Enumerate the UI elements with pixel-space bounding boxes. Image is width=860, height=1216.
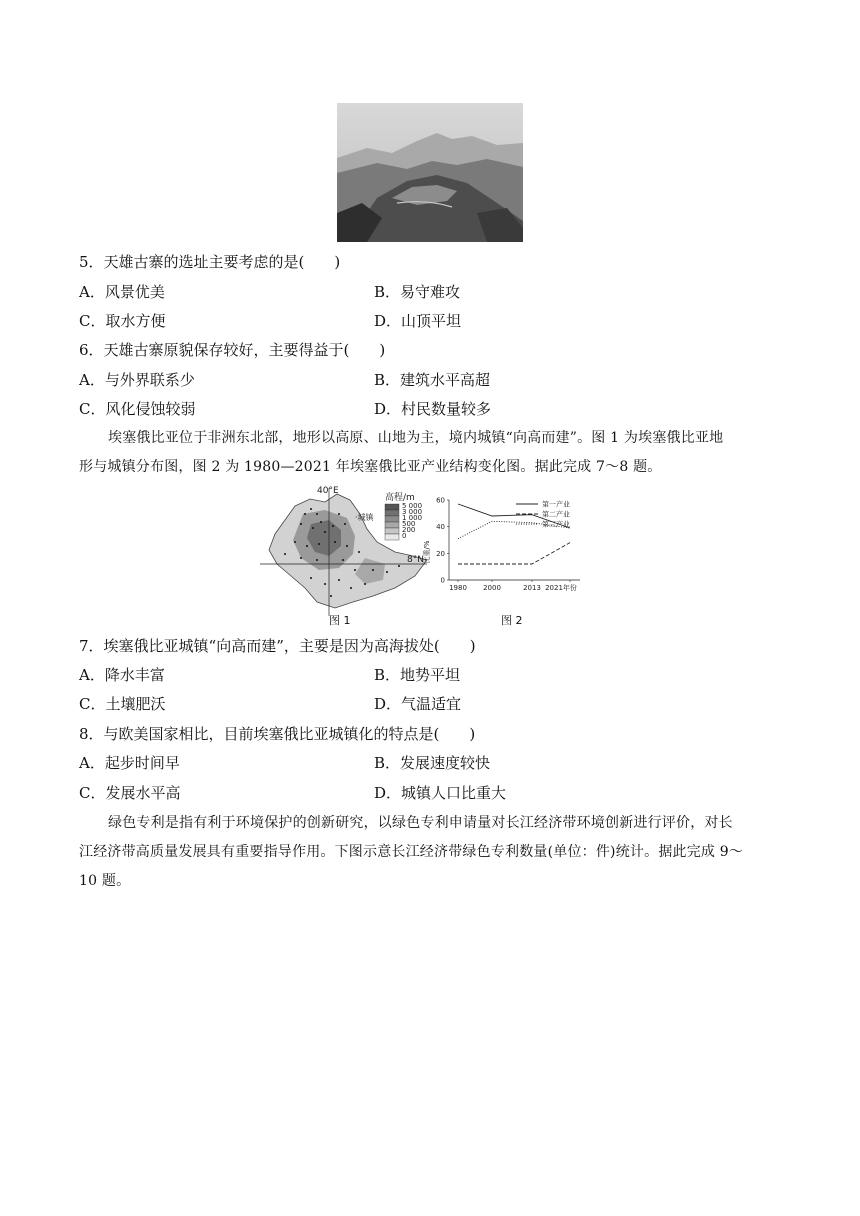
q5-option-d[interactable]: D．山顶平坦: [374, 312, 462, 330]
lat-label: 8°N: [407, 555, 424, 565]
question-7-stem: 7．埃塞俄比亚城镇“向高而建”，主要是因为高海拔处( ): [79, 637, 476, 655]
elev-level-3000: 3 000: [402, 508, 423, 516]
question-8-stem: 8．与欧美国家相比，目前埃塞俄比亚城镇化的特点是( ): [79, 725, 476, 743]
q8-option-d[interactable]: D．城镇人口比重大: [374, 784, 507, 802]
elevation-legend: [385, 502, 422, 540]
y-tick-label: 0: [440, 576, 445, 585]
passage-ethiopia-line-2: 形与城镇分布图，图 2 为 1980—2021 年埃塞俄比亚产业结构变化图。据此完成 7～8 题。: [79, 459, 662, 475]
x-tick-label: 2013: [523, 584, 541, 592]
elev-level-1000: 1 000: [402, 514, 423, 522]
question-6-stem: 6．天雄古寨原貌保存较好，主要得益于( ): [79, 341, 386, 359]
elev-level-200: 200: [402, 526, 416, 534]
chart-ylabel: 比重/%: [423, 540, 431, 564]
q8-option-c[interactable]: C．发展水平高: [79, 784, 181, 802]
lon-label: 40°E: [317, 486, 339, 496]
x-tick-label: 1980: [449, 584, 467, 592]
q6-option-b[interactable]: B．建筑水平高超: [374, 371, 491, 389]
industry-structure-chart: [420, 494, 602, 600]
q8-option-b[interactable]: B．发展速度较快: [374, 754, 491, 772]
legend-label-1: 第一产业: [542, 500, 570, 509]
q7-option-c[interactable]: C．土壤肥沃: [79, 695, 166, 713]
elev-level-500: 500: [402, 520, 416, 528]
passage-ethiopia: [79, 424, 789, 482]
passage-green-patent-line-3: 10 题。: [79, 873, 131, 889]
legend-label-3: 第三产业: [542, 520, 570, 529]
passage-green-patent-line-2: 江经济带高质量发展具有重要指导作用。下图示意长江经济带绿色专利数量(单位：件)统计。据此完成 9～: [79, 844, 744, 860]
q6-option-c[interactable]: C．风化侵蚀较弱: [79, 400, 196, 418]
ethiopia-map-figure: [255, 484, 435, 624]
figure-2-caption: 图 2: [501, 614, 523, 627]
x-tick-label: 2000: [483, 584, 501, 592]
town-legend: ·城镇: [355, 513, 374, 522]
q7-option-b[interactable]: B．地势平坦: [374, 666, 461, 684]
passage-ethiopia-line-1: 埃塞俄比亚位于非洲东北部，地形以高原、山地为主，境内城镇“向高而建”。图 1 为埃塞俄比亚地: [108, 430, 724, 446]
q5-option-c[interactable]: C．取水方便: [79, 312, 166, 330]
legend-label-2: 第二产业: [542, 510, 570, 519]
mountain-photo: [337, 103, 523, 242]
y-tick-label: 60: [436, 496, 445, 505]
passage-green-patent: [79, 809, 789, 896]
elev-level-0: 0: [402, 532, 407, 540]
series-line-2: [458, 543, 570, 564]
q6-option-a[interactable]: A．与外界联系少: [79, 371, 195, 389]
question-5-stem: 5．天雄古寨的选址主要考虑的是( ): [79, 253, 341, 271]
q8-option-a[interactable]: A．起步时间早: [79, 754, 180, 772]
x-tick-label: 2021年份: [545, 584, 577, 592]
q7-option-a[interactable]: A．降水丰富: [79, 666, 165, 684]
passage-green-patent-line-1: 绿色专利是指有利于环境保护的创新研究，以绿色专利申请量对长江经济带环境创新进行评价，对长: [108, 815, 733, 831]
q5-option-a[interactable]: A．风景优美: [79, 283, 165, 301]
figure-1-caption: 图 1: [329, 614, 351, 627]
y-tick-label: 40: [436, 523, 445, 532]
q5-option-b[interactable]: B．易守难攻: [374, 283, 461, 301]
elev-level-5000: 5 000: [402, 502, 423, 510]
y-tick-label: 20: [436, 549, 445, 558]
q7-option-d[interactable]: D．气温适宜: [374, 695, 462, 713]
elevation-legend-title: 高程/m: [385, 493, 415, 503]
q6-option-d[interactable]: D．村民数量较多: [374, 400, 492, 418]
